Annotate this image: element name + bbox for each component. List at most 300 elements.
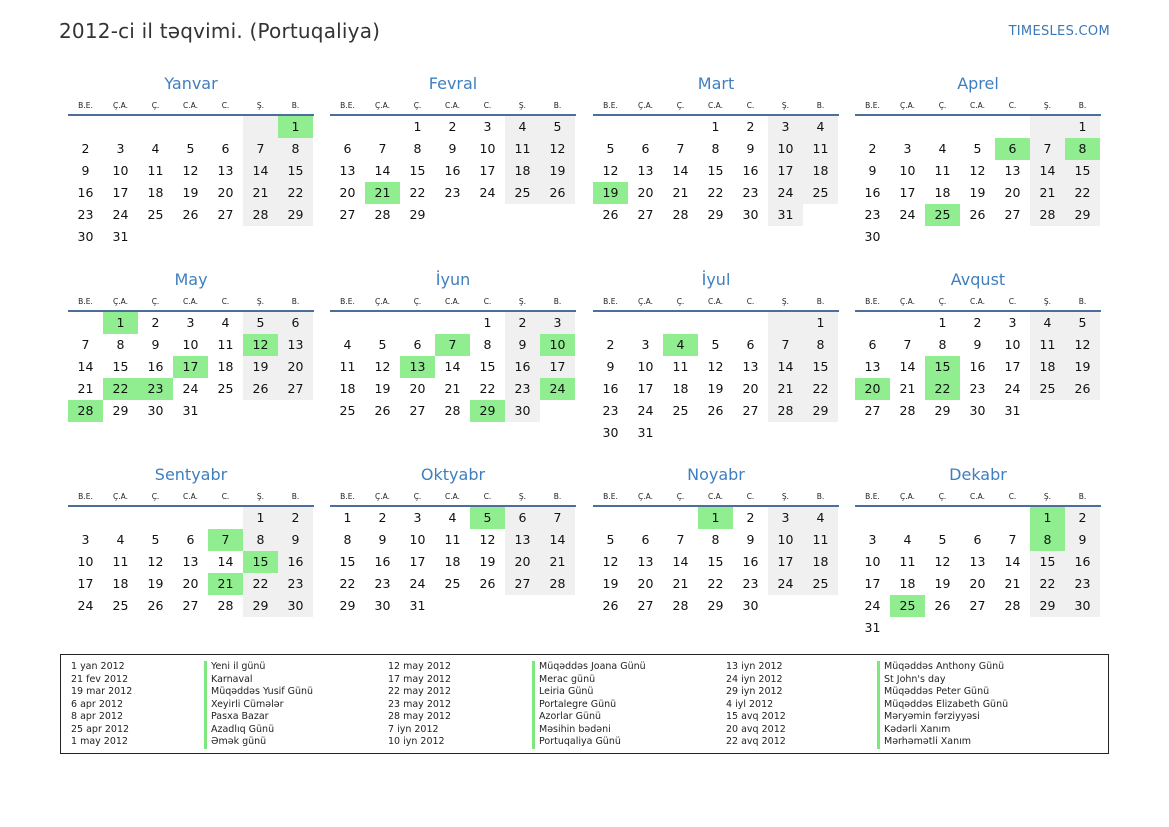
weekday-label: C.A. [707, 101, 723, 110]
week-row [330, 529, 576, 551]
week-row [68, 116, 314, 138]
day-cell: 5 [151, 532, 160, 547]
day-cell: 14 [672, 554, 689, 569]
day-cell: 26 [969, 207, 986, 222]
day-cell: 30 [147, 403, 164, 418]
day-cell: 15 [707, 163, 724, 178]
weekday-label: Ç. [413, 492, 422, 501]
empty-cell [628, 116, 663, 138]
weekday-label: Ç. [938, 101, 947, 110]
day-cell: 15 [1065, 160, 1100, 182]
day-cell: 8 [711, 532, 720, 547]
weekday-label: B.E. [603, 297, 618, 306]
day-cell: 21 [1004, 576, 1021, 591]
day-cell: 5 [1065, 312, 1100, 334]
day-cell: 19 [934, 576, 951, 591]
weekday-label: B. [816, 297, 825, 306]
day-cell: 27 [864, 403, 881, 418]
day-cell: 18 [672, 381, 689, 396]
day-cell: 6 [641, 532, 650, 547]
weekday-header [68, 294, 314, 312]
legend-item: 12 may 2012 [388, 661, 452, 672]
weekday-label: Ç. [938, 492, 947, 501]
week-row [593, 312, 839, 334]
day-cell: 4 [505, 116, 540, 138]
day-cell: 3 [483, 119, 492, 134]
day-cell: 27 [1004, 207, 1021, 222]
day-cell: 23 [742, 576, 759, 591]
empty-cell [995, 617, 1030, 639]
empty-cell [1030, 400, 1065, 422]
day-cell: 17 [479, 163, 496, 178]
day-cell: 17 [1004, 359, 1021, 374]
week-row [68, 507, 314, 529]
legend-item: 19 mar 2012 [71, 686, 133, 697]
day-cell: 28 [374, 207, 391, 222]
empty-cell [733, 422, 768, 444]
holiday-day-cell: 15 [243, 551, 278, 573]
day-cell: 16 [864, 185, 881, 200]
month-3 [855, 74, 1101, 248]
weekday-label: Ş. [1043, 492, 1052, 501]
site-link[interactable]: TIMESLES.COM [1008, 24, 1110, 39]
legend-item: Müqəddəs Joana Günü [532, 661, 646, 674]
month-7 [855, 270, 1101, 422]
weekday-label: C.A. [969, 101, 985, 110]
day-cell: 11 [112, 554, 129, 569]
week-row [593, 573, 839, 595]
day-cell: 3 [868, 532, 877, 547]
day-cell: 22 [479, 381, 496, 396]
legend-item: Əmək günü [204, 736, 313, 749]
weekday-header [330, 489, 576, 507]
holiday-day-cell: 8 [1065, 138, 1100, 160]
empty-cell [68, 507, 103, 529]
holiday-day-cell: 1 [278, 116, 313, 138]
day-cell: 6 [746, 337, 755, 352]
empty-cell [663, 116, 698, 138]
day-cell: 16 [602, 381, 619, 396]
week-row [593, 356, 839, 378]
day-cell: 13 [1004, 163, 1021, 178]
day-cell: 14 [899, 359, 916, 374]
legend-item: 29 iyn 2012 [726, 686, 783, 697]
day-cell: 16 [147, 359, 164, 374]
week-row [68, 204, 314, 226]
day-cell: 2 [746, 510, 755, 525]
weekday-label: B. [291, 101, 300, 110]
day-cell: 14 [243, 160, 278, 182]
day-cell: 17 [112, 185, 129, 200]
empty-cell [890, 226, 925, 248]
empty-cell [803, 422, 838, 444]
day-cell: 11 [339, 359, 356, 374]
day-cell: 4 [938, 141, 947, 156]
day-cell: 12 [540, 138, 575, 160]
weekday-label: Ç.A. [374, 297, 390, 306]
day-cell: 2 [81, 141, 90, 156]
weekday-label: C.A. [444, 297, 460, 306]
day-cell: 28 [243, 204, 278, 226]
holiday-day-cell: 7 [435, 334, 470, 356]
day-cell: 27 [505, 573, 540, 595]
day-cell: 22 [278, 182, 313, 204]
empty-cell [925, 226, 960, 248]
week-row [855, 226, 1101, 248]
day-cell: 16 [742, 554, 759, 569]
weekday-label: Ç. [676, 492, 685, 501]
day-cell: 8 [938, 337, 947, 352]
day-cell: 3 [903, 141, 912, 156]
day-cell: 20 [339, 185, 356, 200]
day-cell: 16 [1065, 551, 1100, 573]
day-cell: 12 [479, 532, 496, 547]
day-cell: 31 [112, 229, 129, 244]
empty-cell [593, 312, 628, 334]
month-2 [593, 74, 839, 226]
weekday-label: C. [221, 101, 230, 110]
day-cell: 21 [444, 381, 461, 396]
day-cell: 3 [1008, 315, 1017, 330]
weekday-label: C.A. [707, 492, 723, 501]
day-cell: 3 [768, 116, 803, 138]
empty-cell [173, 116, 208, 138]
day-cell: 12 [182, 163, 199, 178]
month-name: Mart [697, 74, 735, 93]
legend-item: 10 iyn 2012 [388, 736, 445, 747]
legend-item: Portuqaliya Günü [532, 736, 646, 749]
day-cell: 14 [768, 356, 803, 378]
holiday-day-cell: 1 [698, 507, 733, 529]
empty-cell [505, 204, 540, 226]
day-cell: 14 [77, 359, 94, 374]
day-cell: 24 [768, 573, 803, 595]
empty-cell [208, 116, 243, 138]
day-cell: 27 [278, 378, 313, 400]
empty-cell [960, 617, 995, 639]
day-cell: 13 [339, 163, 356, 178]
legend-item: Karnaval [204, 674, 313, 687]
month-1 [330, 74, 576, 226]
day-cell: 24 [112, 207, 129, 222]
empty-cell [768, 422, 803, 444]
empty-cell [768, 312, 803, 334]
week-row [68, 551, 314, 573]
weekday-label: C. [746, 297, 755, 306]
day-cell: 13 [217, 163, 234, 178]
weekday-label: Ç.A. [899, 297, 915, 306]
weekday-label: B. [1078, 297, 1087, 306]
day-cell: 9 [746, 532, 755, 547]
holiday-day-cell: 21 [365, 182, 400, 204]
legend-item: Məsihin bədəni [532, 724, 646, 737]
day-cell: 1 [343, 510, 352, 525]
day-cell: 24 [77, 598, 94, 613]
day-cell: 9 [278, 529, 313, 551]
day-cell: 18 [217, 359, 234, 374]
legend-item: Kədərli Xanım [877, 724, 1008, 737]
day-cell: 14 [217, 554, 234, 569]
day-cell: 12 [707, 359, 724, 374]
day-cell: 23 [278, 573, 313, 595]
empty-cell [138, 507, 173, 529]
day-cell: 30 [278, 595, 313, 617]
holiday-day-cell: 10 [540, 334, 575, 356]
day-cell: 12 [969, 163, 986, 178]
holiday-day-cell: 28 [68, 400, 103, 422]
day-cell: 26 [243, 378, 278, 400]
legend-item: 25 apr 2012 [71, 723, 130, 735]
day-cell: 22 [1065, 182, 1100, 204]
day-cell: 11 [934, 163, 951, 178]
day-cell: 30 [77, 229, 94, 244]
day-cell: 21 [672, 576, 689, 591]
day-cell: 26 [1065, 378, 1100, 400]
day-cell: 10 [409, 532, 426, 547]
day-cell: 2 [151, 315, 160, 330]
weekday-label: Ş. [781, 492, 790, 501]
holiday-day-cell: 5 [470, 507, 505, 529]
month-4 [68, 270, 314, 422]
day-cell: 9 [81, 163, 90, 178]
week-row [593, 138, 839, 160]
week-row [330, 573, 576, 595]
day-cell: 2 [1065, 507, 1100, 529]
day-cell: 28 [1030, 204, 1065, 226]
legend-item: 21 fev 2012 [71, 673, 129, 685]
day-cell: 25 [505, 182, 540, 204]
weekday-label: C.A. [182, 297, 198, 306]
week-row [330, 334, 576, 356]
empty-cell [208, 226, 243, 248]
weekday-label: Ç.A. [112, 492, 128, 501]
holiday-day-cell: 1 [1030, 507, 1065, 529]
day-cell: 11 [1030, 334, 1065, 356]
week-row [68, 529, 314, 551]
week-row [593, 529, 839, 551]
day-cell: 6 [973, 532, 982, 547]
day-cell: 15 [707, 554, 724, 569]
day-cell: 29 [409, 207, 426, 222]
day-cell: 26 [374, 403, 391, 418]
legend-item: 4 iyl 2012 [726, 698, 774, 710]
day-cell: 20 [742, 381, 759, 396]
week-row [330, 116, 576, 138]
empty-cell [470, 204, 505, 226]
weekday-header [330, 98, 576, 116]
day-cell: 1 [243, 507, 278, 529]
day-cell: 25 [112, 598, 129, 613]
day-cell: 2 [973, 315, 982, 330]
legend-item: 1 yan 2012 [71, 661, 125, 672]
weekday-header [855, 294, 1101, 312]
day-cell: 8 [711, 141, 720, 156]
week-row [68, 226, 314, 248]
day-cell: 25 [339, 403, 356, 418]
weekday-label: B. [291, 492, 300, 501]
day-cell: 28 [540, 573, 575, 595]
day-cell: 10 [768, 529, 803, 551]
weekday-header [330, 294, 576, 312]
day-cell: 30 [505, 400, 540, 422]
week-row [330, 138, 576, 160]
week-row [593, 595, 839, 617]
day-cell: 22 [409, 185, 426, 200]
week-row [855, 204, 1101, 226]
day-cell: 9 [868, 163, 877, 178]
day-cell: 31 [768, 204, 803, 226]
empty-cell [278, 226, 313, 248]
day-cell: 19 [969, 185, 986, 200]
weekday-label: Ç.A. [899, 101, 915, 110]
week-row [593, 400, 839, 422]
legend-item: 7 iyn 2012 [388, 723, 439, 735]
day-cell: 20 [1004, 185, 1021, 200]
day-cell: 29 [243, 595, 278, 617]
day-cell: 19 [1065, 356, 1100, 378]
day-cell: 9 [448, 141, 457, 156]
week-row [68, 334, 314, 356]
day-cell: 7 [903, 337, 912, 352]
legend-item: 22 may 2012 [388, 686, 452, 697]
day-cell: 27 [182, 598, 199, 613]
empty-cell [243, 400, 278, 422]
day-cell: 21 [540, 551, 575, 573]
day-cell: 6 [641, 141, 650, 156]
day-cell: 13 [637, 163, 654, 178]
day-cell: 29 [112, 403, 129, 418]
legend-item: Mərhəmətli Xanım [877, 736, 1008, 749]
day-cell: 25 [147, 207, 164, 222]
empty-cell [138, 226, 173, 248]
day-cell: 15 [278, 160, 313, 182]
week-row [855, 182, 1101, 204]
day-cell: 9 [746, 141, 755, 156]
weekday-label: B.E. [603, 101, 618, 110]
weekday-label: C.A. [182, 101, 198, 110]
day-cell: 25 [803, 182, 838, 204]
weekday-label: Ç.A. [112, 297, 128, 306]
weekday-header [68, 98, 314, 116]
empty-cell [470, 595, 505, 617]
day-cell: 27 [969, 598, 986, 613]
empty-cell [435, 595, 470, 617]
month-name: Oktyabr [420, 465, 486, 484]
day-cell: 1 [711, 119, 720, 134]
day-cell: 14 [1030, 160, 1065, 182]
weekday-header [593, 98, 839, 116]
week-row [855, 507, 1101, 529]
weekday-label: Ç. [151, 492, 160, 501]
legend-item: Portalegre Günü [532, 699, 646, 712]
week-row [330, 400, 576, 422]
day-cell: 26 [602, 207, 619, 222]
empty-cell [435, 312, 470, 334]
weekday-label: B. [816, 492, 825, 501]
empty-cell [663, 422, 698, 444]
legend-item: Merac günü [532, 674, 646, 687]
legend-names-col-3 [877, 661, 1008, 749]
week-row [855, 551, 1101, 573]
week-row [593, 116, 839, 138]
empty-cell [960, 226, 995, 248]
day-cell: 7 [378, 141, 387, 156]
day-cell: 18 [147, 185, 164, 200]
empty-cell [593, 507, 628, 529]
day-cell: 26 [540, 182, 575, 204]
empty-cell [593, 116, 628, 138]
week-row [593, 334, 839, 356]
week-row [855, 573, 1101, 595]
weekday-label: B.E. [340, 492, 355, 501]
month-0 [68, 74, 314, 248]
day-cell: 11 [899, 554, 916, 569]
week-row [855, 400, 1101, 422]
day-cell: 20 [637, 185, 654, 200]
weekday-label: C. [483, 297, 492, 306]
empty-cell [68, 312, 103, 334]
day-cell: 18 [803, 160, 838, 182]
weekday-label: Ş. [518, 297, 527, 306]
day-cell: 1 [803, 312, 838, 334]
day-cell: 18 [803, 551, 838, 573]
empty-cell [505, 595, 540, 617]
day-cell: 25 [444, 576, 461, 591]
empty-cell [663, 507, 698, 529]
day-cell: 8 [413, 141, 422, 156]
day-cell: 6 [868, 337, 877, 352]
empty-cell [855, 116, 890, 138]
day-cell: 11 [803, 138, 838, 160]
empty-cell [1065, 617, 1100, 639]
legend-item: Leiria Günü [532, 686, 646, 699]
week-row [68, 573, 314, 595]
holiday-day-cell: 23 [138, 378, 173, 400]
day-cell: 2 [378, 510, 387, 525]
month-name: İyul [701, 270, 731, 289]
empty-cell [68, 116, 103, 138]
weekday-label: B.E. [865, 492, 880, 501]
legend-item: 15 avq 2012 [726, 711, 786, 722]
day-cell: 6 [505, 507, 540, 529]
week-row [855, 595, 1101, 617]
empty-cell [243, 116, 278, 138]
empty-cell [435, 204, 470, 226]
legend-item: Müqəddəs Anthony Günü [877, 661, 1008, 674]
day-cell: 31 [409, 598, 426, 613]
day-cell: 3 [116, 141, 125, 156]
holiday-day-cell: 22 [103, 378, 138, 400]
weekday-label: B.E. [78, 297, 93, 306]
weekday-label: Ç. [151, 101, 160, 110]
day-cell: 26 [182, 207, 199, 222]
day-cell: 13 [278, 334, 313, 356]
day-cell: 12 [1065, 334, 1100, 356]
day-cell: 15 [1030, 551, 1065, 573]
day-cell: 20 [182, 576, 199, 591]
day-cell: 7 [1008, 532, 1017, 547]
day-cell: 20 [217, 185, 234, 200]
empty-cell [138, 116, 173, 138]
legend-dates-col-2 [388, 661, 451, 749]
empty-cell [1030, 617, 1065, 639]
day-cell: 13 [505, 529, 540, 551]
weekday-label: B.E. [865, 101, 880, 110]
weekday-label: C.A. [969, 492, 985, 501]
week-row [855, 617, 1101, 639]
empty-cell [855, 507, 890, 529]
week-row [855, 334, 1101, 356]
